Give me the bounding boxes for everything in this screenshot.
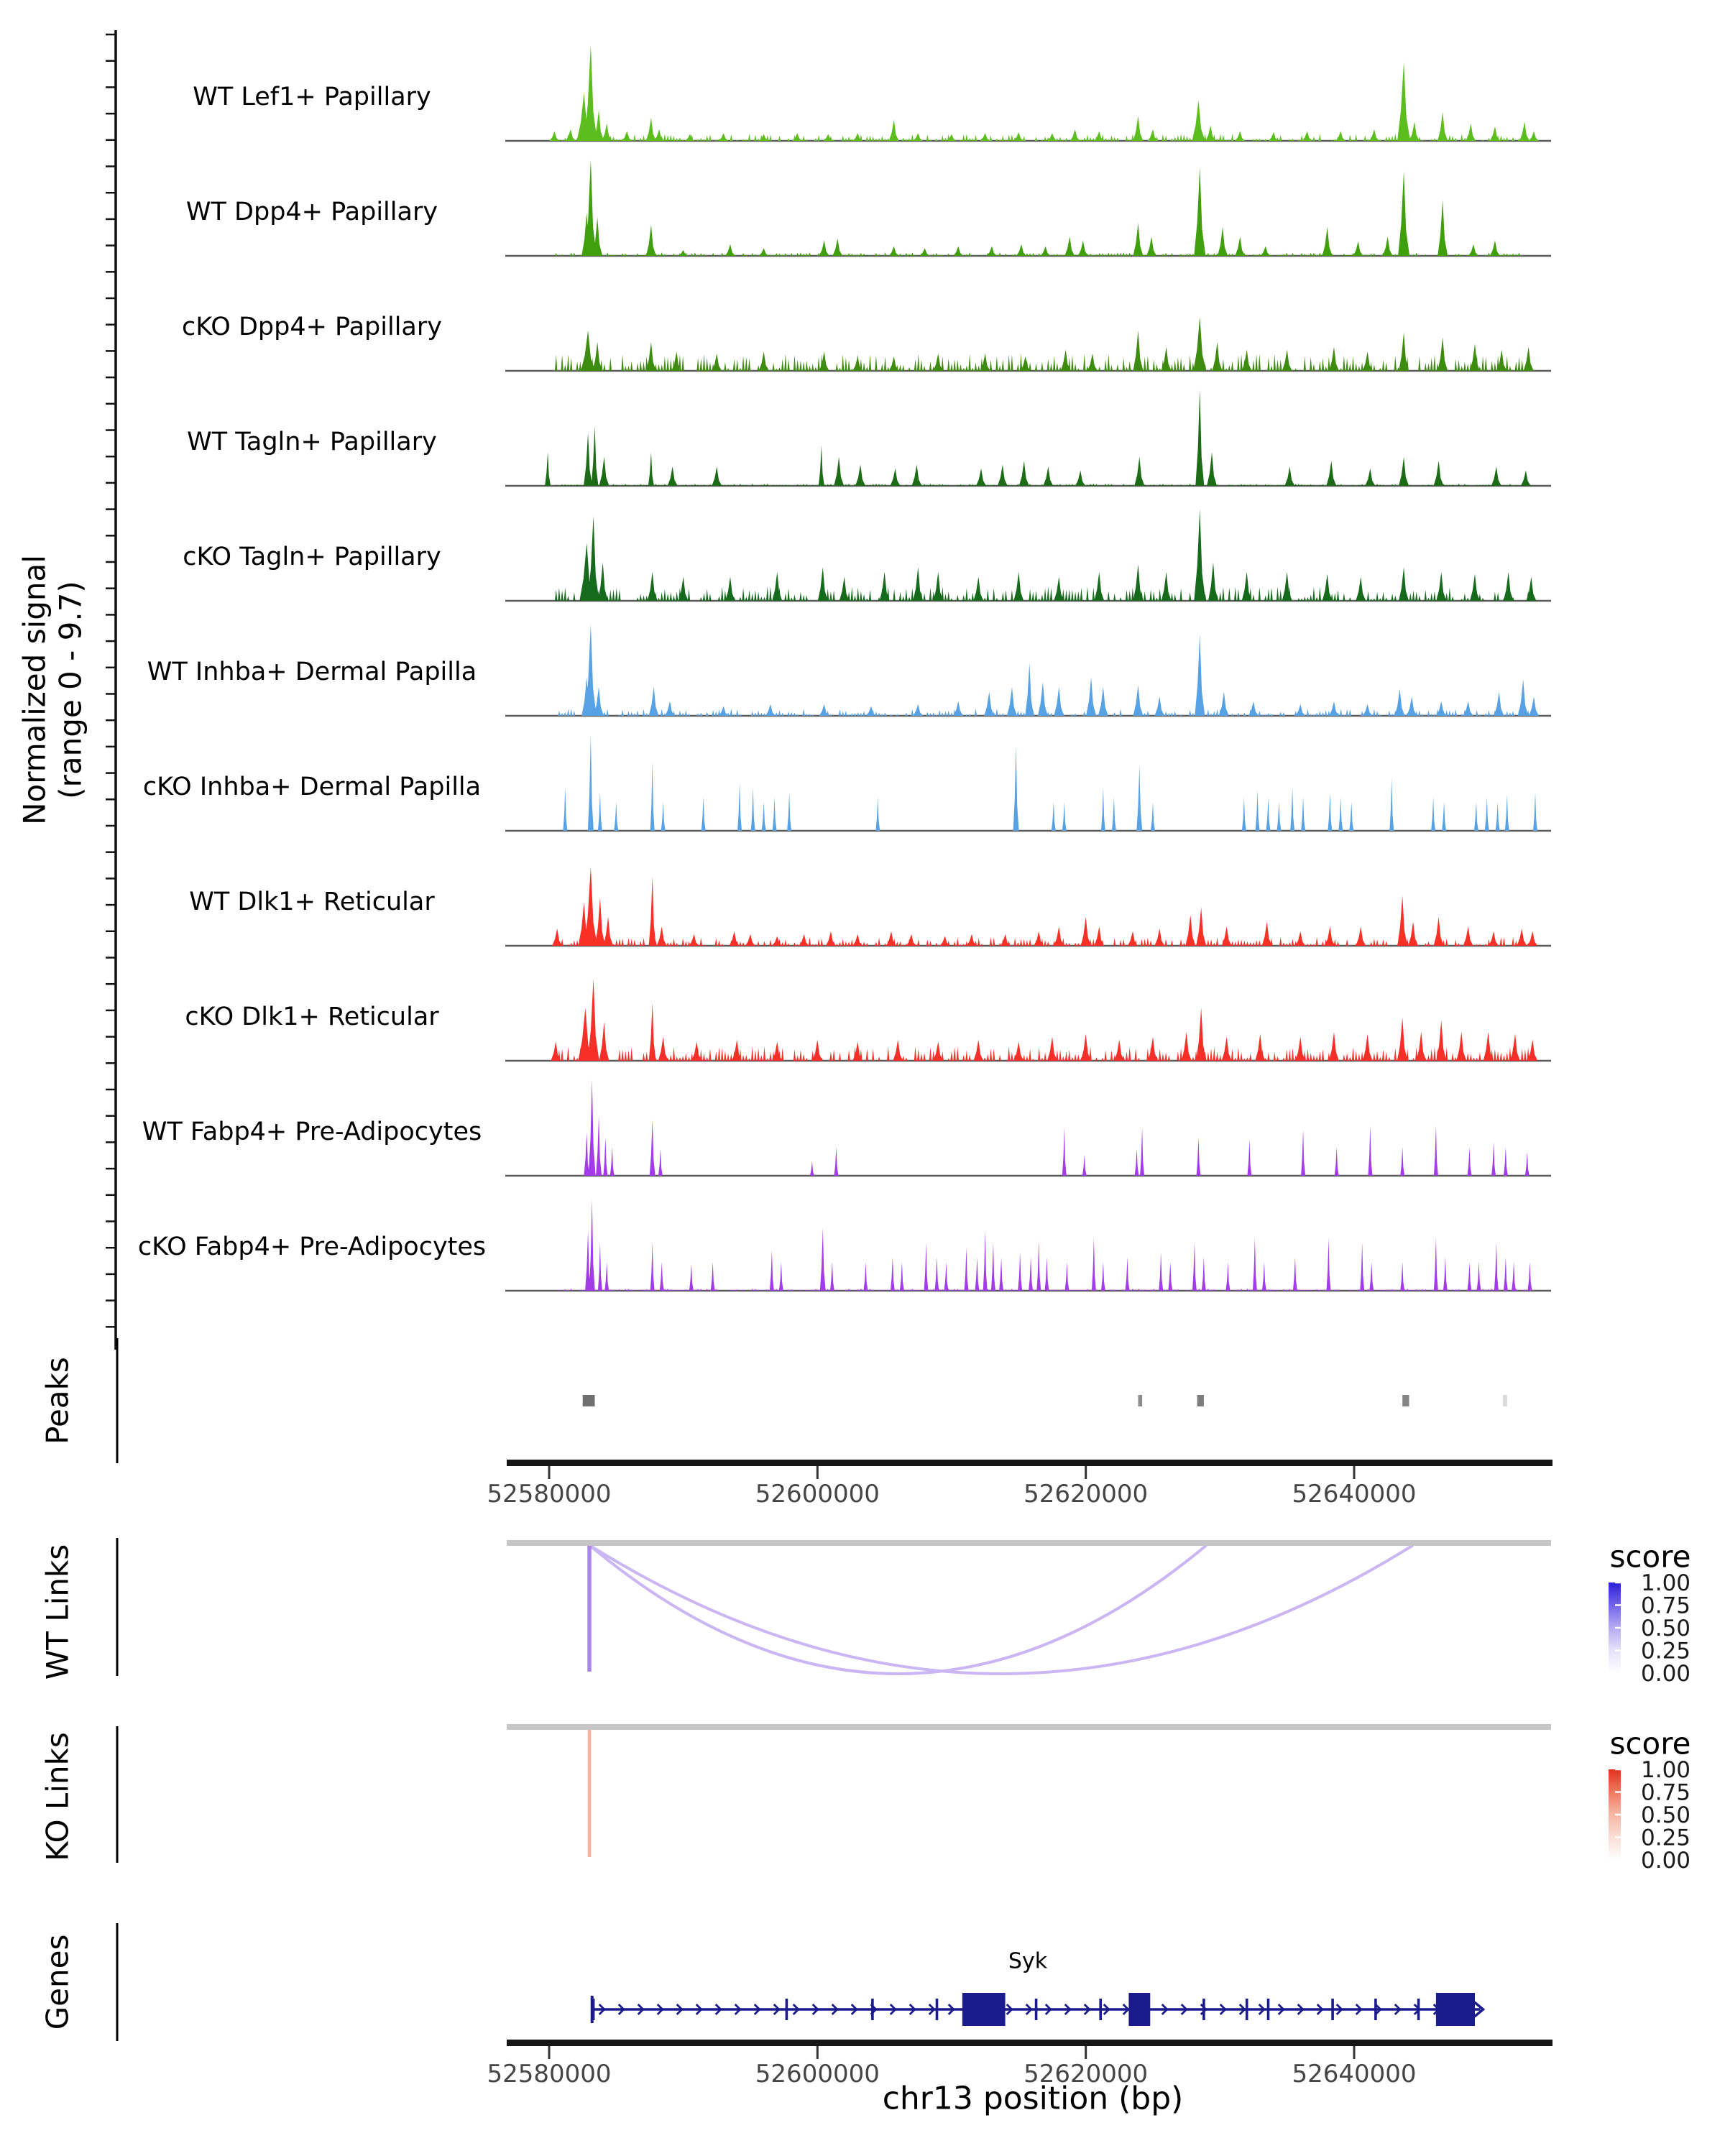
exon-box xyxy=(962,1993,1006,2026)
section-label-ko-links: KO Links xyxy=(40,1732,75,1861)
section-label-peaks: Peaks xyxy=(40,1357,75,1445)
peak-box xyxy=(1503,1395,1507,1406)
exon-tick xyxy=(1417,1999,1420,2020)
y-axis-label xyxy=(17,555,90,825)
score-legend-label: 1.00 xyxy=(1641,1757,1691,1783)
exon-box xyxy=(1436,1993,1475,2026)
exon-box xyxy=(1128,1993,1150,2026)
track-label: cKO Fabp4+ Pre-Adipocytes xyxy=(137,1233,487,1261)
x-axis-title: chr13 position (bp) xyxy=(882,2080,1184,2117)
x-axis-line xyxy=(507,2040,1552,2046)
exon-tick xyxy=(1099,1999,1102,2020)
score-legend-label: 0.25 xyxy=(1641,1638,1691,1664)
x-axis-tick-label: 52580000 xyxy=(487,2060,612,2088)
score-legend-label: 0.75 xyxy=(1641,1593,1691,1619)
y-axis-label-line1: Normalized signal xyxy=(17,555,52,825)
track-label: WT Lef1+ Papillary xyxy=(193,83,431,111)
exon-tick xyxy=(1035,1999,1038,2020)
x-axis-tick-label: 52600000 xyxy=(755,1480,880,1508)
track-label: cKO Tagln+ Papillary xyxy=(183,543,441,571)
wt-links-score-legend-title: score xyxy=(1609,1539,1691,1575)
exon-tick xyxy=(936,1999,939,2020)
track-label: WT Tagln+ Papillary xyxy=(187,428,437,456)
x-axis-tick-label: 52620000 xyxy=(1024,1480,1149,1508)
exon-tick xyxy=(786,1999,788,2020)
y-axis-label-line2: (range 0 - 9.7) xyxy=(53,581,88,799)
score-legend-label: 0.25 xyxy=(1641,1825,1691,1851)
peak-box xyxy=(583,1395,595,1406)
links-baseline-bar xyxy=(507,1724,1551,1730)
track-label: cKO Dpp4+ Papillary xyxy=(182,313,442,341)
x-axis-line xyxy=(507,1460,1552,1466)
gene-name-label: Syk xyxy=(1008,1948,1048,1974)
exon-tick xyxy=(1267,1999,1270,2020)
score-legend-label: 0.50 xyxy=(1641,1802,1691,1828)
section-label-wt-links: WT Links xyxy=(40,1544,75,1680)
x-axis-tick-label: 52640000 xyxy=(1292,2060,1417,2088)
score-legend-label: 0.75 xyxy=(1641,1779,1691,1806)
peak-box xyxy=(1138,1395,1143,1406)
exon-tick xyxy=(1374,1999,1377,2020)
exon-tick xyxy=(1246,1999,1248,2020)
score-legend-label: 0.00 xyxy=(1641,1848,1691,1874)
peak-box xyxy=(1402,1395,1409,1406)
x-axis-tick-label: 52640000 xyxy=(1292,1480,1417,1508)
track-label: cKO Inhba+ Dermal Papilla xyxy=(142,773,482,801)
score-legend-label: 1.00 xyxy=(1641,1570,1691,1596)
track-label: WT Fabp4+ Pre-Adipocytes xyxy=(142,1118,482,1146)
links-baseline-bar xyxy=(507,1540,1551,1546)
x-axis-tick-label: 52600000 xyxy=(755,2060,880,2088)
track-label: cKO Dlk1+ Reticular xyxy=(185,1003,439,1031)
score-legend-label: 0.50 xyxy=(1641,1616,1691,1641)
x-axis-tick-label: 52620000 xyxy=(1024,2060,1149,2088)
ko-links-score-legend-title: score xyxy=(1609,1726,1691,1761)
exon-tick xyxy=(1331,1999,1334,2020)
peak-box xyxy=(1197,1395,1204,1406)
exon-tick xyxy=(592,1999,595,2020)
exon-tick xyxy=(1202,1999,1205,2020)
score-legend-label: 0.00 xyxy=(1641,1661,1691,1687)
x-axis-tick-label: 52580000 xyxy=(487,1480,612,1508)
track-label: WT Dlk1+ Reticular xyxy=(189,888,435,916)
track-label: WT Inhba+ Dermal Papilla xyxy=(147,658,477,686)
exon-tick xyxy=(871,1999,874,2020)
track-label: WT Dpp4+ Papillary xyxy=(185,198,438,226)
section-label-genes: Genes xyxy=(40,1934,75,2030)
